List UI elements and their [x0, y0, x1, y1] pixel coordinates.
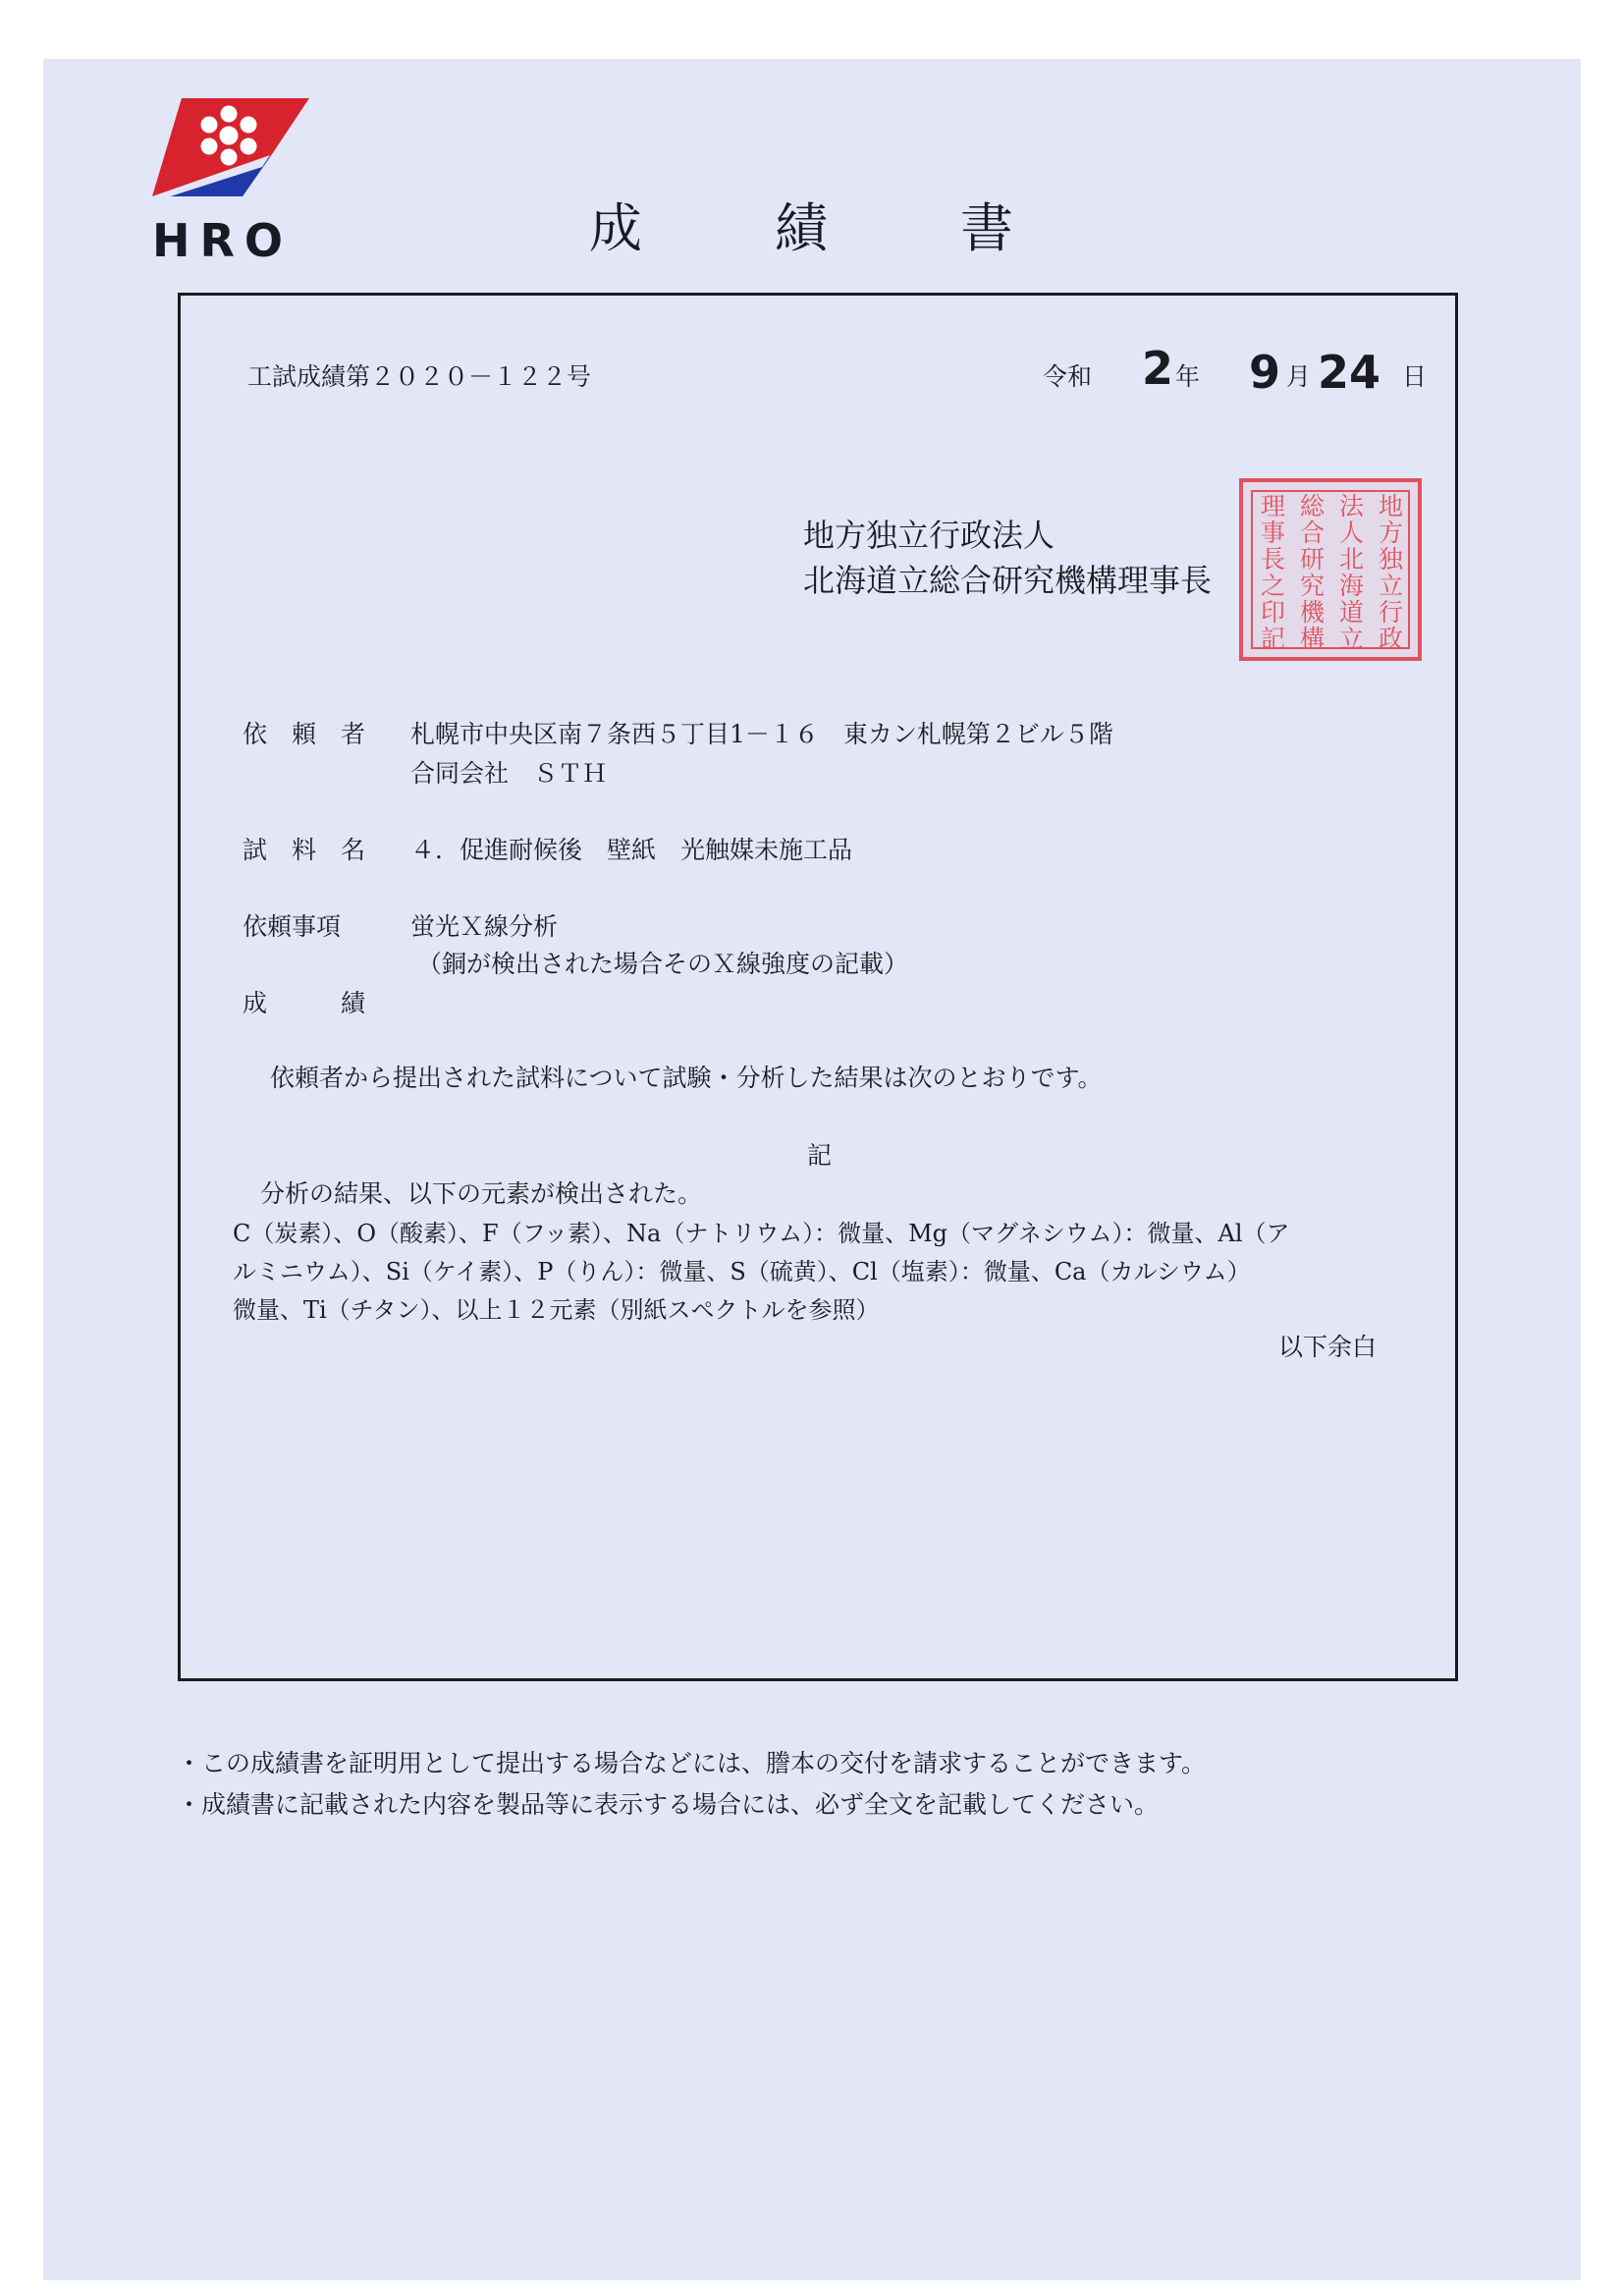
seal-glyph: 法	[1339, 492, 1365, 520]
issuer-line2: 北海道立総合研究機構理事長	[803, 562, 1213, 599]
date-month-unit: 月	[1286, 362, 1312, 391]
seal-glyph: 合	[1300, 519, 1325, 547]
seal-glyph: 行	[1379, 598, 1404, 627]
document-title: 成績書	[589, 197, 1146, 259]
seal-glyph: 方	[1379, 519, 1404, 547]
seal-glyph: 印	[1261, 598, 1286, 627]
date-year-unit: 年	[1175, 362, 1201, 391]
result-line-3: 微量、Ti（チタン）、以上１２元素（別紙スペクトルを参照）	[233, 1296, 880, 1324]
official-seal	[1239, 478, 1422, 661]
seal-glyph: 人	[1339, 519, 1365, 547]
seal-glyph: 道	[1339, 598, 1365, 627]
result-label: 成 績	[243, 989, 366, 1017]
date-year: 2	[1142, 342, 1174, 395]
sample-value: ４．促進耐候後 壁紙 光触媒未施工品	[410, 836, 853, 864]
report-number: 工試成績第２０２０－１２２号	[247, 362, 592, 391]
seal-glyph: 北	[1339, 545, 1365, 574]
seal-glyph: 地	[1379, 492, 1404, 520]
seal-glyph: 政	[1379, 625, 1404, 653]
date-era: 令和	[1043, 362, 1093, 391]
date-day: 24	[1318, 346, 1381, 399]
closing-text: 以下余白	[1278, 1333, 1378, 1361]
seal-glyph: 海	[1339, 572, 1365, 600]
seal-glyph: 構	[1300, 625, 1325, 653]
seal-glyph: 記	[1261, 625, 1286, 653]
requester-name: 合同会社 ＳＴＨ	[410, 759, 608, 788]
footnote-1: ・この成績書を証明用として提出する場合などには、謄本の交付を請求することができます。	[177, 1749, 1207, 1777]
result-line-2: ルミニウム）、Si（ケイ素）、P（りん）：微量、S（硫黄）、Cl（塩素）：微量、Ca（カルシウム）	[233, 1258, 1251, 1285]
request-note: （銅が検出された場合そのＸ線強度の記載）	[417, 950, 909, 978]
issuer-line1: 地方独立行政法人	[803, 517, 1055, 554]
requester-address: 札幌市中央区南７条西５丁目1－１６ 東カン札幌第２ビル５階	[410, 720, 1113, 748]
result-line-1: C（炭素）、O（酸素）、F（フッ素）、Na（ナトリウム）：微量、Mg（マグネシウム）：微量、Al（ア	[233, 1220, 1290, 1247]
sample-label: 試 料 名	[243, 836, 366, 864]
seal-glyph: 総	[1300, 492, 1325, 520]
seal-glyph: 究	[1300, 572, 1325, 600]
request-value: 蛍光Ｘ線分析	[410, 912, 559, 941]
requester-label: 依 頼 者	[243, 720, 366, 748]
seal-glyph: 理	[1261, 492, 1286, 520]
footnote-2: ・成績書に記載された内容を製品等に表示する場合には、必ず全文を記載してください。	[177, 1790, 1160, 1819]
seal-glyph: 機	[1300, 598, 1325, 627]
logo-text: HRO	[152, 214, 294, 267]
seal-glyph: 研	[1300, 545, 1325, 574]
seal-glyph: 事	[1261, 519, 1286, 547]
seal-glyph: 之	[1261, 572, 1286, 600]
request-label: 依頼事項	[243, 912, 342, 941]
ki-heading: 記	[807, 1141, 833, 1170]
seal-glyph: 立	[1379, 572, 1404, 600]
date-day-unit: 日	[1402, 362, 1428, 391]
date-month: 9	[1249, 346, 1281, 399]
seal-glyph: 長	[1261, 545, 1286, 574]
seal-glyph: 立	[1339, 625, 1365, 653]
seal-glyph: 独	[1379, 545, 1404, 574]
result-summary: 分析の結果、以下の元素が検出された。	[260, 1179, 703, 1208]
intro-text: 依頼者から提出された試料について試験・分析した結果は次のとおりです。	[270, 1064, 1103, 1092]
